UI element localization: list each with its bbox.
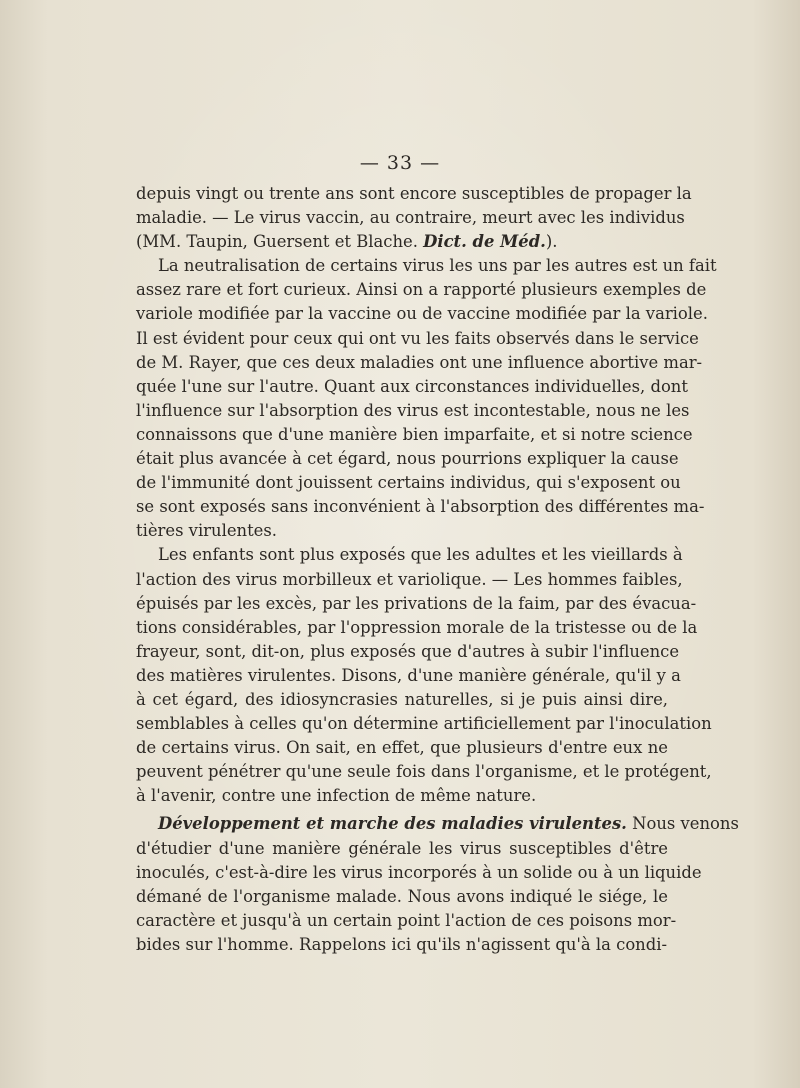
text-run: tières virulentes. xyxy=(136,521,277,541)
text-line xyxy=(136,278,707,302)
text-line xyxy=(136,812,739,836)
body-text xyxy=(136,182,739,957)
text-line xyxy=(136,519,668,543)
text-line xyxy=(136,837,668,861)
text-line xyxy=(136,760,712,784)
text-line xyxy=(136,664,681,688)
text-run: ). xyxy=(545,232,558,252)
text-line xyxy=(136,885,668,909)
italic-text: Développement et marche des maladies virulentes. xyxy=(158,814,627,834)
text-line xyxy=(136,909,677,933)
text-line xyxy=(136,423,693,447)
text-line xyxy=(136,206,685,230)
text-line xyxy=(136,933,668,957)
text-run: l'action des virus morbilleux et variolique. — Les hommes faibles, xyxy=(136,569,683,589)
text-run: frayeur, sont, dit-on, plus exposés que d'autres à subir l'influence xyxy=(136,641,680,661)
text-line xyxy=(136,327,699,351)
text-run: de certains virus. On sait, en effet, que plusieurs d'entre eux ne xyxy=(136,738,668,758)
text-line xyxy=(136,712,712,736)
text-run: semblables à celles qu'on détermine artificiellement par l'inoculation xyxy=(136,714,712,734)
text-run: était plus avancée à cet égard, nous pourrions expliquer la cause xyxy=(136,449,679,469)
text-line xyxy=(136,399,690,423)
paragraph xyxy=(136,543,712,808)
text-line xyxy=(136,302,708,326)
text-run: variole modifiée par la vaccine ou de vaccine modifiée par la variole. xyxy=(136,304,708,324)
paragraph xyxy=(136,182,692,254)
text-run: assez rare et fort curieux. Ainsi on a rapporté plusieurs exemples de xyxy=(136,280,707,300)
text-run: maladie. — Le virus vaccin, au contraire, meurt avec les individus xyxy=(136,208,685,228)
text-run: (MM. Taupin, Guersent et Blache. xyxy=(136,232,424,252)
text-run: inoculés, c'est-à-dire les virus incorporés à un solide ou à un liquide xyxy=(136,862,702,882)
page-number: — 33 — xyxy=(359,152,441,174)
text-line xyxy=(136,351,703,375)
text-run: à l'avenir, contre une infection de même nature. xyxy=(136,786,537,806)
text-run: depuis vingt ou trente ans sont encore susceptibles de propager la xyxy=(136,184,692,203)
text-run: l'influence sur l'absorption des virus est incontestable, nous ne les xyxy=(136,400,690,420)
text-line xyxy=(136,861,702,885)
text-run: connaissons que d'une manière bien imparfaite, et si notre science xyxy=(136,424,693,444)
text-run: démané de l'organisme malade. Nous avons indiqué le siége, le xyxy=(136,886,668,906)
text-line xyxy=(136,784,668,808)
text-run: caractère et jusqu'à un certain point l'action de ces poisons mor- xyxy=(136,910,677,930)
text-run: de M. Rayer, que ces deux maladies ont une influence abortive mar- xyxy=(136,352,703,372)
text-run: bides sur l'homme. Rappelons ici qu'ils n'agissent qu'à la condi- xyxy=(136,934,668,954)
text-line xyxy=(136,640,680,664)
text-run: de l'immunité dont jouissent certains individus, qui s'exposent ou xyxy=(136,473,681,493)
text-line xyxy=(136,592,697,616)
text-run: se sont exposés sans inconvénient à l'absorption des différentes ma- xyxy=(136,497,705,517)
paragraph xyxy=(136,254,717,543)
text-run: d'étudier d'une manière générale les virus susceptibles d'être xyxy=(136,838,668,858)
text-line xyxy=(136,688,668,712)
text-run: Il est évident pour ceux qui ont vu les faits observés dans le service xyxy=(136,328,699,348)
text-run: tions considérables, par l'oppression morale de la tristesse ou de la xyxy=(136,617,698,637)
text-line xyxy=(136,182,692,206)
text-line xyxy=(136,471,681,495)
text-line xyxy=(136,736,668,760)
text-run: des matières virulentes. Disons, d'une manière générale, qu'il y a xyxy=(136,665,681,685)
text-run: épuisés par les excès, par les privations de la faim, par des évacua- xyxy=(136,593,697,613)
text-run: à cet égard, des idiosyncrasies naturelles, si je puis ainsi dire, xyxy=(136,689,668,709)
text-line xyxy=(136,568,683,592)
text-line xyxy=(136,375,688,399)
paragraph xyxy=(136,812,739,957)
text-run: La neutralisation de certains virus les uns par les autres est un fait xyxy=(158,256,717,276)
text-line xyxy=(136,230,668,254)
text-run: peuvent pénétrer qu'une seule fois dans l'organisme, et le protégent, xyxy=(136,762,712,782)
italic-text: Dict. de Méd. xyxy=(423,232,546,252)
text-line xyxy=(136,616,698,640)
text-run: quée l'une sur l'autre. Quant aux circonstances individuelles, dont xyxy=(136,376,688,396)
text-run: Les enfants sont plus exposés que les adultes et les vieillards à xyxy=(158,545,683,565)
text-line xyxy=(136,543,683,567)
text-line xyxy=(136,254,717,278)
text-run: Nous venons xyxy=(626,814,739,834)
text-line xyxy=(136,447,679,471)
text-line xyxy=(136,495,705,519)
